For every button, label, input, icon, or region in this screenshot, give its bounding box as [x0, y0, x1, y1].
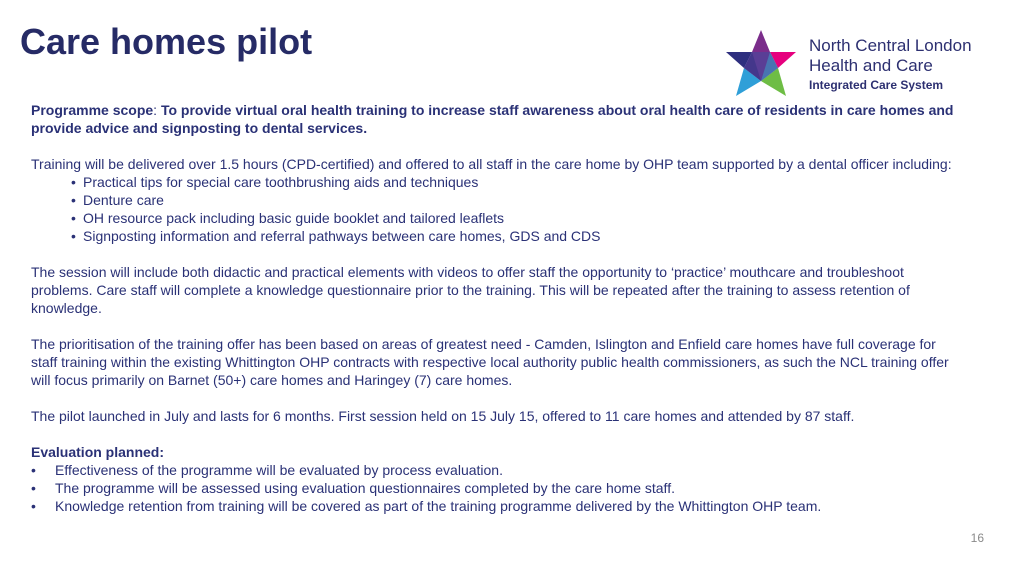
prioritisation-paragraph: The prioritisation of the training offer has been based on areas of greatest need - Camden, Islington and Enfield care homes have full coverage for staff training within the existing Whittington OHP contracts with respective local authority public health commissioners, as such the NCL training offer will focus primarily on Barnet (50+) care homes and Haringey (7) care homes. [31, 336, 949, 388]
evaluation-list [31, 461, 961, 515]
scope-label: Programme scope [31, 102, 154, 118]
nclhc-logo [722, 26, 992, 100]
logo-line-2: Health and Care [809, 56, 933, 75]
list-item: • Signposting information and referral pathways between care homes, GDS and CDS [71, 227, 961, 245]
page-number: 16 [970, 531, 984, 545]
logo-line-1: North Central London [809, 36, 972, 55]
evaluation-heading: Evaluation planned: [31, 444, 165, 460]
pilot-paragraph: The pilot launched in July and lasts for 6 months. First session held on 15 July 15, offered to 11 care homes and attended by 87 staff. [31, 408, 855, 424]
scope-separator: : [153, 102, 158, 118]
list-item: • Practical tips for special care toothbrushing aids and techniques [71, 173, 961, 191]
training-list [31, 173, 961, 245]
logo-line-3: Integrated Care System [809, 78, 944, 92]
scope-text: To provide virtual oral health training to increase staff awareness about oral health care of residents in care homes and provide advice and signposting to dental services. [31, 102, 954, 136]
evaluation-section [31, 443, 961, 515]
list-item: • Effectiveness of the programme will be evaluated by process evaluation. [31, 461, 961, 479]
list-item: • OH resource pack including basic guide booklet and tailored leaflets [71, 209, 961, 227]
page-title: Care homes pilot [20, 21, 313, 62]
list-item: • Denture care [71, 191, 961, 209]
star-logo-icon [722, 26, 800, 100]
training-section [31, 155, 961, 245]
training-intro: Training will be delivered over 1.5 hours (CPD-certified) and offered to all staff in the care home by OHP team supported by a dental officer including: [31, 156, 952, 172]
list-item: • Knowledge retention from training will be covered as part of the training programme delivered by the Whittington OHP team. [31, 497, 961, 515]
session-paragraph: The session will include both didactic and practical elements with videos to offer staff the opportunity to ‘practice’ mouthcare and troubleshoot problems. Care staff will complete a knowledge questionnaire prior to the training. This will be repeated after the training to assess retention of knowledge. [31, 264, 910, 316]
slide-content [31, 101, 961, 515]
programme-scope [31, 101, 961, 137]
list-item: • The programme will be assessed using evaluation questionnaires completed by the care home staff. [31, 479, 961, 497]
